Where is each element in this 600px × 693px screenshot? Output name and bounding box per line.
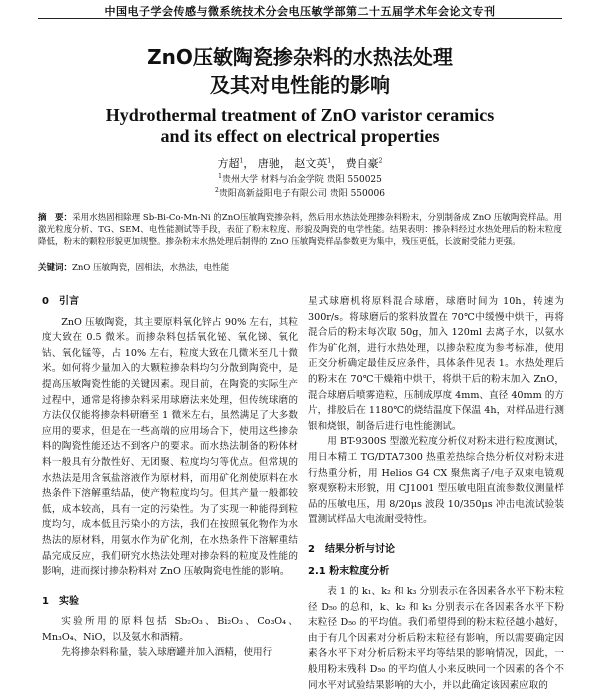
section-heading-experiment: 1 实验 [42, 595, 79, 607]
affiliation: $^1$贵州大学 材料与冶金学院 贵阳 550025 [218, 173, 382, 185]
author: 费自豪$^2$ [345, 157, 383, 170]
abstract-label: 摘 要： [38, 213, 73, 223]
author: 唐驰 [257, 157, 280, 170]
experiment-paragraph: 先将掺杂料称量，装入球磨罐并加入酒精，使用行 [61, 647, 273, 659]
body-paragraph: 表 1 的 k₁、k₂ 和 k₃ 分别表示在各因素各水平下粉末粒径 D₅₀ 的总和，k、k₂ 和 k₃ 分别表示在各因素各水平下粉末粒径 D₅₀ 的平均值。我们希望得到的粉末粒径越小越好，由于有几个因素对分析后粉末粒径有影响，所以需要确定因素各水平下对分析后粉末平均等结果的影响情况，因此，一般用粉末残科 D₅₀ 的平均值人小来反映同一个因素的各个不同水平对试验结果影响的大小，并以此确定该因素应取的 [308, 586, 564, 691]
experiment-paragraph: 实验所用的原料包括 Sb₂O₃、Bi₂O₃、Co₃O₄、Mn₃O₄、NiO，以及氨水和酒精。 [42, 616, 298, 643]
author-list: 方超$^1$， 唐驰， 赵文英$^1$， 费自豪$^2$ [217, 157, 383, 170]
keywords-label: 关键词： [38, 263, 73, 273]
running-header: 中国电子学会传感与微系统技术分会电压敏学部第二十五届学术年会论文专刊 [104, 5, 496, 18]
header-rule [38, 18, 562, 19]
subsection-heading: 2.1 粉末粒度分析 [308, 565, 390, 577]
title-cn-line2: 及其对电性能的影响 [210, 73, 390, 97]
section-heading-intro: 0 引言 [42, 296, 79, 307]
right-column [308, 294, 564, 693]
keywords-text: ZnO 压敏陶瓷，固相法，水热法，电性能 [72, 263, 230, 273]
title-cn-line1: ZnO压敏陶瓷掺杂料的水热法处理 [147, 45, 453, 69]
abstract [38, 212, 562, 248]
keywords [38, 262, 562, 274]
section-heading-results: 2 结果分析与讨论 [308, 543, 395, 555]
author: 方超$^1$ [217, 157, 244, 170]
body-paragraph: 用 BT-9300S 型激光粒度分析仪对粉末进行粒度测试，用日本精工 TG/DTA7300 热重差热综合热分析仪对粉末进行热重分析，用 Helios G4 CX 聚焦离子/电子双束电镜观察观察粉末形貌，用 CJ1001 型压敏电阻直流参数仪测量样品的压敏电压，用 8/20μs 波段 10/350μs 冲击电流试验装置测试样品大电流耐受特性。 [308, 436, 564, 526]
intro-paragraph: ZnO 压敏陶瓷，其主要原料氧化锌占 90% 左右，其粒度大致在 0.5 微米。而掺杂料包括氧化铋、氧化锑、氧化钴、氧化锰等，占 10% 左右，粒度大致在几微米至几十微米。如何将少量加入的大颗粒掺杂料均匀分散到陶瓷中，是提高压敏陶瓷性能的关键因素。现目前，在陶瓷的实际生产过程中，通常是将掺杂料采用球磨法来处理，但传统球磨的方法仅仅能将掺杂料研磨至 1 微米左右，虽然满足了大多数应用的要求，但是在一些高端的应用场合下，使用这些掺杂料的陶瓷性能还达不到客户的要求。而水热法制备的粉体材料一般具有分散性好、无团聚、粒度均匀等优点。但常规的水热法是用含氧盐溶液作为原材料，而用矿化剂使原料在水热条件下溶解重结晶，使产物粒度均匀。但其产量一般都较低，成本较高，具有一定的污染性。为了实现一种能得到粒度均匀，成本低且污染小的方法，我们在按照氧化物作为水热法的原材料，用氨水作为矿化剂，在水热条件下溶解重结晶完成反应，我们研究水热法处理对掺杂料的粒度及性能的影响，进而探讨掺杂粉料对 ZnO 压敏陶瓷电性能的影响。 [42, 316, 298, 578]
body-paragraph: 星式球磨机将原料混合球磨，球磨时间为 10h，转速为 300r/s。将球磨后的浆料放置在 70℃中缓慢中烘干，再将混合后的粉末每次取 50g，加入 120ml 去离子水，以氨水作为矿化剂，进行水热处理，以掺杂粒度为参考标准，使用正交分析确定最佳反应条件，具体条件见表 1。水热处理后的粉末在 70℃干燥箱中烘干，将烘干后的粉末加入 ZnO，混合球磨后喷雾造粒，压制成厚度 4mm、直径 40mm 的方片，排胶后在 1180℃的烧结温度下保温 4h，对样品进行测银和烧银，制备后进行电性能测试。 [308, 296, 564, 432]
author: 赵文英$^1$ [294, 157, 332, 170]
left-column [42, 288, 298, 661]
title-en-line1: Hydrothermal treatment of ZnO varistor ceramics [105, 105, 495, 125]
abstract-text: 采用水热固相除理 Sb-Bi-Co-Mn-Ni 的ZnO压敏陶瓷掺杂料，然后用水热法处理掺杂料粉末，分别制备成 ZnO 压敏陶瓷样品。用激光粒度分析、TG、SEM、电性能测试等手段，表征了粉末粒度、形貌及陶瓷的电学性能。结果表明：掺杂料经过水热处理后的粉末粒度降低，粉末的颗粒形貌更加规整。掺杂粉末水热处理后制得的 ZnO 压敏陶瓷样品参数更为集中，残压更低，长波耐受能力更强。 [38, 213, 562, 247]
affiliation: $^2$贵阳高新益阳电子有限公司 贵阳 550006 [215, 187, 385, 199]
title-en-line2: and its effect on electrical properties [160, 126, 440, 146]
